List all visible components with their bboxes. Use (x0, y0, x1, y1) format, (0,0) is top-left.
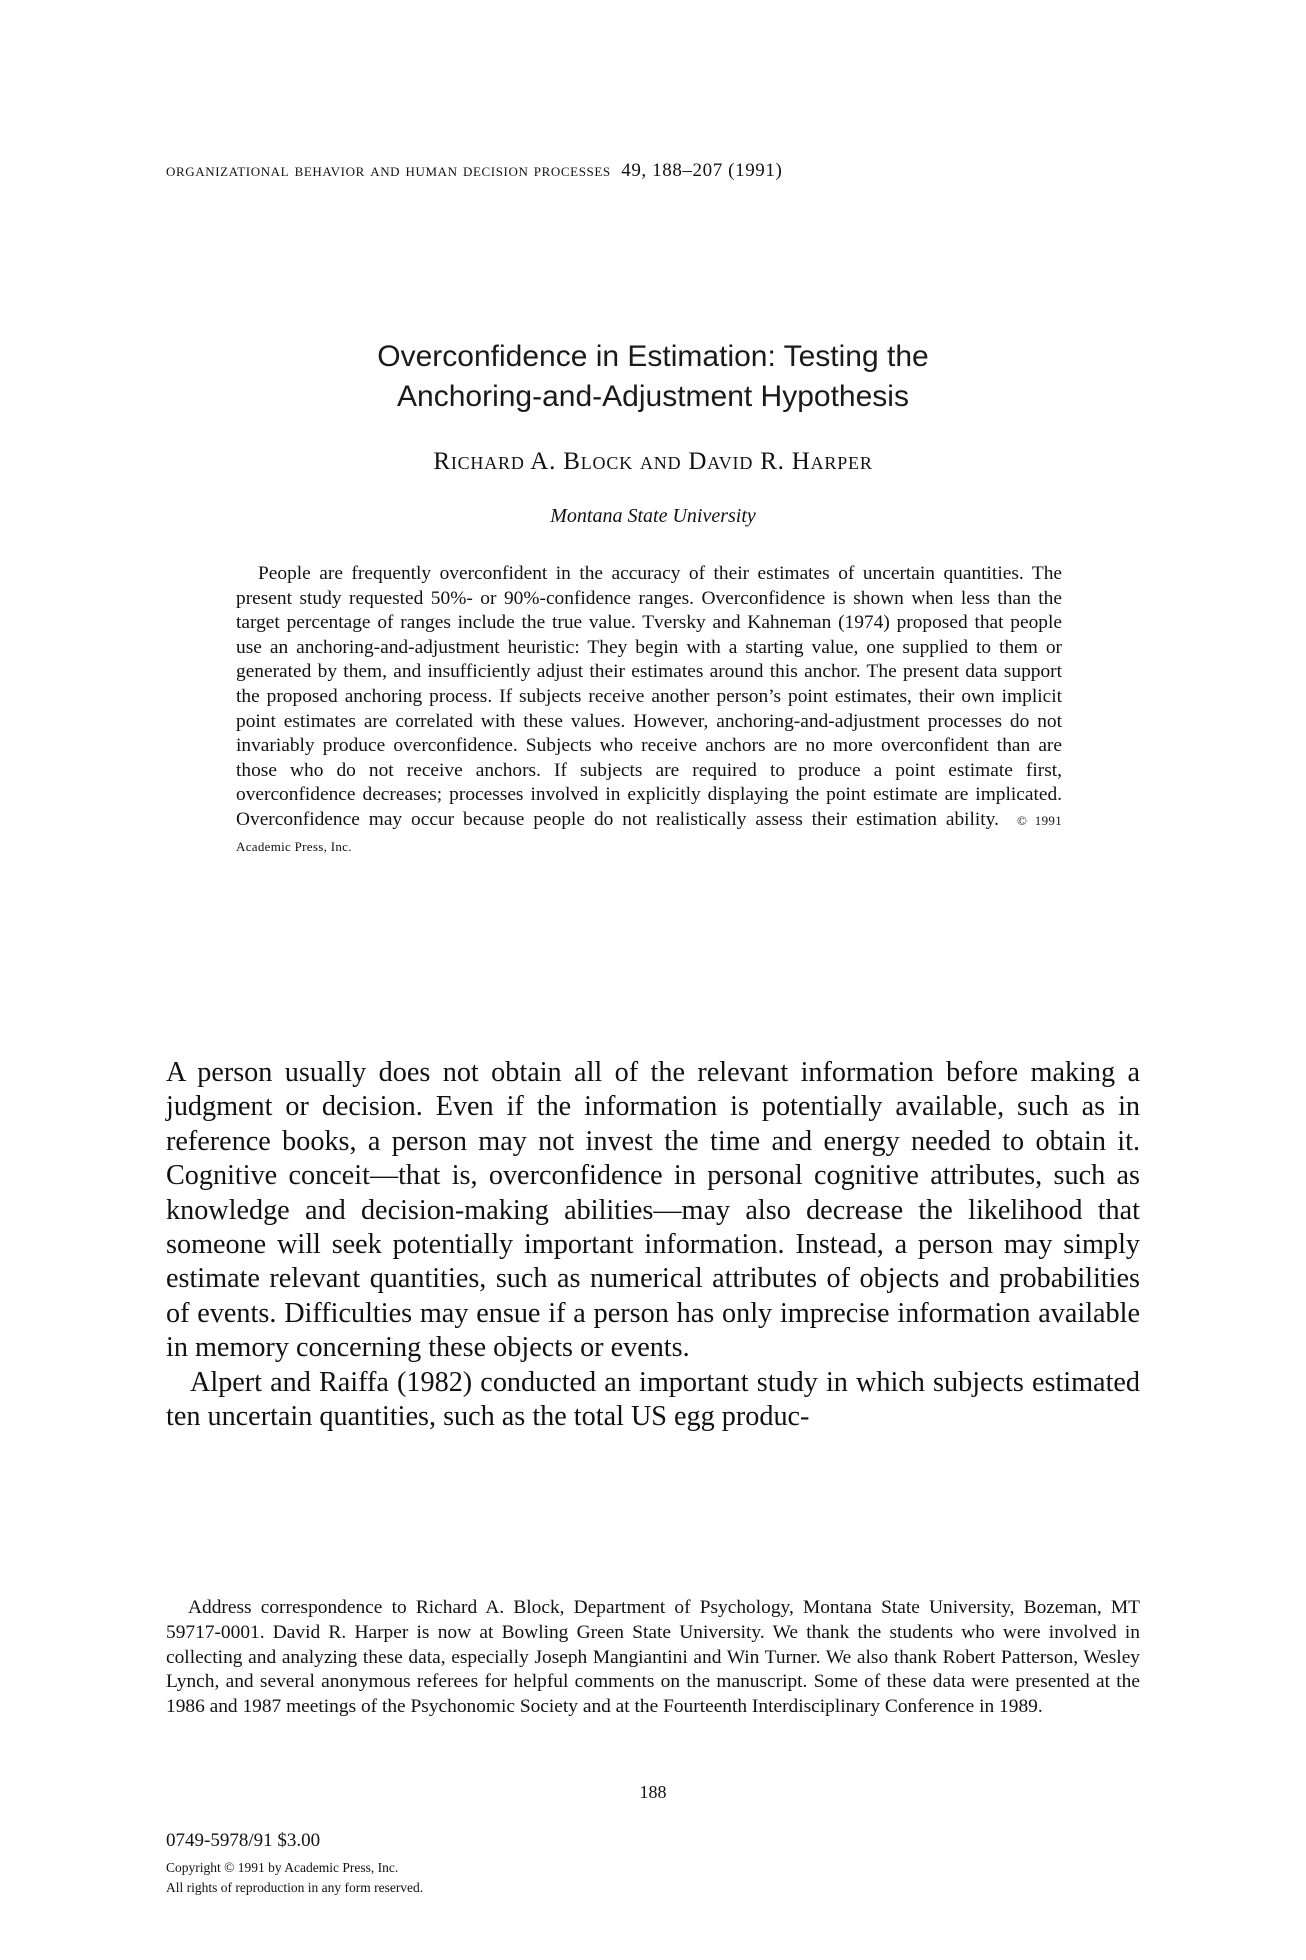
article-title (180, 337, 1126, 417)
body-text (166, 1056, 1140, 1434)
rights-line: All rights of reproduction in any form reserved. (166, 1880, 424, 1895)
title-line-2: Anchoring-and-Adjustment Hypothesis (397, 380, 909, 413)
title-line-1: Overconfidence in Estimation: Testing the (377, 340, 929, 373)
abstract-copyright: © 1991 Academic Press, Inc. (236, 812, 1062, 854)
running-head (166, 160, 1166, 182)
copyright-line: Copyright © 1991 by Academic Press, Inc. (166, 1860, 399, 1875)
journal-name: organizational behavior and human decision processes (166, 160, 611, 181)
volume-pages: 49, 188–207 (1991) (621, 160, 783, 181)
issn-price: 0749-5978/91 $3.00 (166, 1830, 321, 1851)
abstract (236, 562, 1062, 859)
copyright-notice (166, 1858, 423, 1898)
footnote: Address correspondence to Richard A. Block, Department of Psychology, Montana State University, Bozeman, MT 59717-0001. David R. Harper is now at Bowling Green State University. We thank the students who were involved in collecting and analyzing these data, especially Joseph Mangiantini and Win Turner. We also thank Robert Patterson, Wesley Lynch, and several anonymous referees for helpful comments on the manuscript. Some of these data were presented at the 1986 and 1987 meetings of the Psychonomic Society and at the Fourteenth Interdisciplinary Conference in 1989. (166, 1597, 1140, 1718)
abstract-text: People are frequently overconfident in the accuracy of their estimates of uncertain quantities. The present study requested 50%- or 90%-confidence ranges. Overconfidence is shown when less than the target percentage of ranges include the true value. Tversky and Kahneman (1974) proposed that people use an anchoring-and-adjustment heuristic: They begin with a starting value, one supplied to them or generated by them, and insufficiently adjust their estimates around this anchor. The present data support the proposed anchoring process. If subjects receive another person’s point estimates, their own implicit point estimates are correlated with these values. However, anchoring-and-adjustment processes do not invariably produce overconfidence. Subjects who receive anchors are no more overconfident than are those who do not receive anchors. If subjects are required to produce a point estimate first, overconfidence decreases; processes involved in explicitly displaying the point estimate are implicated. Overconfidence may occur because people do not realistically assess their estimation ability. (236, 563, 1062, 830)
authors: Richard A. Block and David R. Harper (433, 448, 873, 475)
body-paragraph-1: A person usually does not obtain all of the relevant information before making a judgment or decision. Even if the information is potentially available, such as in reference books, a person may not invest the time and energy needed to obtain it. Cognitive conceit—that is, overconfidence in personal cognitive attributes, such as knowledge and decision-making abilities—may also decrease the likelihood that someone will seek potentially important information. Instead, a person may simply estimate relevant quantities, such as numerical attributes of objects and probabilities of events. Difficulties may ensue if a person has only imprecise information available in memory concerning these objects or events. (166, 1057, 1140, 1364)
body-paragraph-2: Alpert and Raiffa (1982) conducted an important study in which subjects estimated ten uncertain quantities, such as the total US egg produc- (166, 1366, 1140, 1433)
page-number: 188 (639, 1782, 667, 1802)
affiliation: Montana State University (550, 505, 756, 527)
